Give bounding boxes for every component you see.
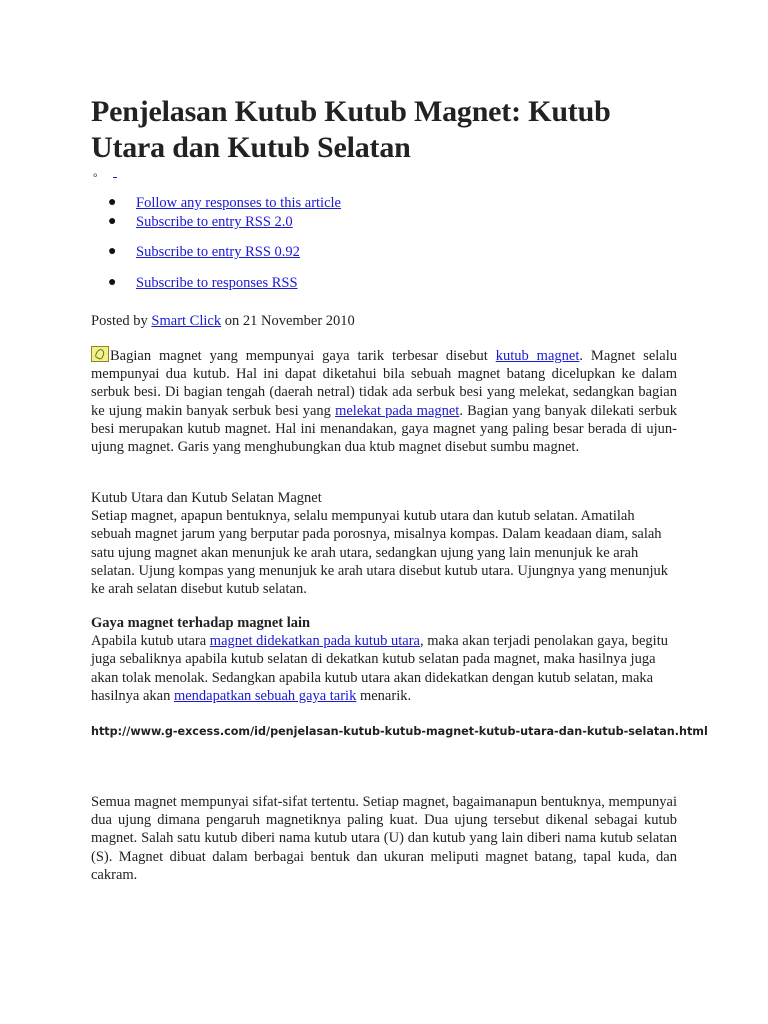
title-line-2: Utara dan Kutub Selatan [91, 131, 411, 164]
page-title [91, 94, 677, 166]
bullet-icon: ● [108, 244, 117, 259]
paragraph-intro [91, 346, 677, 456]
posted-by-label: Posted by [91, 313, 148, 329]
source-url: http://www.g-excess.com/id/penjelasan-kutub-kutub-magnet-kutub-utara-dan-kutub-selatan.html [91, 725, 708, 738]
rss-2-link[interactable]: Subscribe to entry RSS 2.0 [136, 214, 293, 230]
paragraph-final: Semua magnet mempunyai sifat-sifat tertentu. Setiap magnet, bagaimanapun bentuknya, mempunyai dua ujung dimana pengaruh magnetiknya paling kuat. Dua ujung tersebut dikenal sebagai kutub magnet. Salah satu kutub diberi nama kutub utara (U) dan kutub yang lain diberi nama kutub selatan (S). Magnet dibuat dalam berbagai bentuk dan ukuran meliputi magnet batang, tapal kuda, dan cakram. [91, 794, 677, 883]
text: Bagian magnet yang mempunyai gaya tarik terbesar disebut [110, 348, 496, 364]
melekat-pada-magnet-link[interactable]: melekat pada magnet [335, 402, 460, 419]
responses-rss-link[interactable]: Subscribe to responses RSS [136, 275, 298, 291]
email-icon[interactable]: ⚬ [91, 171, 100, 182]
bullet-icon: ● [108, 195, 117, 210]
bullet-icon: ● [108, 214, 117, 229]
rss-092-link[interactable]: Subscribe to entry RSS 0.92 [136, 244, 300, 260]
section-kutub [91, 489, 677, 598]
text: . Bagian yang banyak dilekati serbuk besi merupakan kutub magnet. Hal ini menandakan, gaya magnet yang paling besar berada di ujun-ujung magnet. Garis yang menghubungkan dua ktub magnet disebut sumbu magnet. [91, 402, 677, 456]
gaya-tarik-link[interactable]: mendapatkan sebuah gaya tarik [173, 687, 357, 704]
text: . Magnet selalu mempunyai dua kutub. Hal ini dapat diketahui bila sebuah magnet batang dicelupkan ke dalam serbuk besi. Di bagian tengah (daerah netral) tidak ada serbuk besi yang melekat, sedangkan bagian ke ujung makin banyak serbuk besi yang [91, 348, 677, 419]
post-date: on 21 November 2010 [224, 313, 355, 329]
section-heading: Kutub Utara dan Kutub Selatan Magnet [91, 490, 322, 506]
section-heading: Gaya magnet terhadap magnet lain [91, 615, 311, 631]
author-link[interactable]: Smart Click [151, 313, 222, 329]
magnet-didekatkan-link[interactable]: magnet didekatkan pada kutub utara [209, 633, 420, 650]
text: Apabila kutub utara [91, 633, 210, 650]
section-gaya [91, 614, 677, 705]
post-meta [91, 312, 355, 330]
broken-image-icon [91, 346, 109, 362]
text: menarik. [356, 687, 412, 704]
text: , maka akan terjadi penolakan gaya, begitu juga sebaliknya apabila kutub selatan di dekatkan kutub selatan pada magnet, maka hasilnya juga akan tolak menolak. Sedangkan apabila kutub utara akan didekatkan dengan kutub selatan, maka hasilnya akan [91, 633, 668, 704]
follow-responses-link[interactable]: Follow any responses to this article [136, 195, 341, 211]
kutub-magnet-link[interactable]: kutub magnet [495, 348, 580, 364]
title-line-1: Penjelasan Kutub Kutub Magnet: Kutub [91, 95, 611, 128]
section-body: Setiap magnet, apapun bentuknya, selalu mempunyai kutub utara dan kutub selatan. Amatilah sebuah magnet jarum yang berputar pada porosnya, misalnya kompas. Dalam keadaan diam, salah satu ujung magnet akan menunjuk ke arah utara, sedangkan ujung yang lain menunjuk ke arah selatan. Ujung kompas yang menunjuk ke arah utara disebut kutub utara. Ujungnya yang menunjuk ke arah selatan disebut kutub selatan. [91, 508, 669, 598]
article [91, 94, 708, 883]
bullet-icon: ● [108, 275, 117, 290]
tiny-link[interactable] [113, 176, 117, 178]
